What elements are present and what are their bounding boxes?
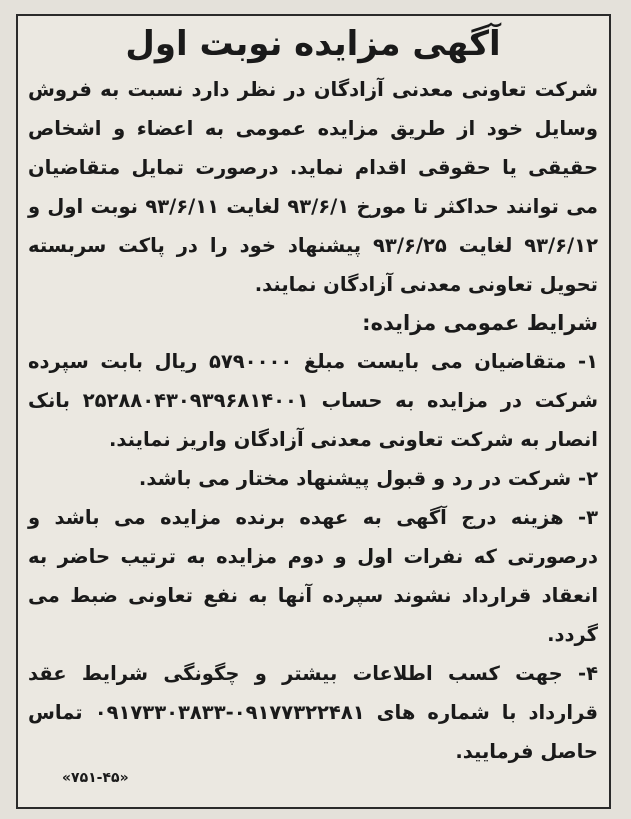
conditions-heading: شرایط عمومی مزایده:: [362, 311, 598, 335]
condition-2: ۲- شرکت در رد و قبول پیشنهاد مختار می باشد.: [138, 467, 598, 490]
condition-4: ۴- جهت کسب اطلاعات بیشتر و چگونگی شرایط عقد قرارداد با شماره های ۰۹۱۷۷۳۲۲۴۸۱-۰۹۱۷۳۳۰۳۸۳۳ تماس حاصل فرمایید.: [28, 662, 598, 763]
auction-notice: [28, 22, 598, 771]
notice-title: آگهی مزایده نوبت اول: [125, 24, 501, 64]
ad-reference-code: «۷۵۱-۴۵»: [62, 770, 129, 786]
condition-1: ۱- متقاضیان می بایست مبلغ ۵۷۹۰۰۰۰ ریال بابت سپرده شرکت در مزایده به حساب ۲۵۲۸۸۰۴۳۰۹۳۹۶۸۱۴۰۰۱ بانک انصار به شرکت تعاونی معدنی آزادگان واریز نمایند.: [28, 350, 598, 451]
notice-intro: شرکت تعاونی معدنی آزادگان در نظر دارد نسبت به فروش وسایل خود از طریق مزایده عمومی به اعضاء و اشخاص حقیقی یا حقوقی اقدام نماید. درصورت تمایل متقاضیان می توانند حداکثر تا مورخ ۹۳/۶/۱ لغایت ۹۳/۶/۱۱ نوبت اول و ۹۳/۶/۱۲ لغایت ۹۳/۶/۲۵ پیشنهاد خود را در پاکت سربسته تحویل تعاونی معدنی آزادگان نمایند.: [28, 78, 598, 296]
condition-3: ۳- هزینه درج آگهی به عهده برنده مزایده می باشد و درصورتی که نفرات اول و دوم مزایده به ترتیب حاضر به انعقاد قرارداد نشوند سپرده آنها به نفع تعاونی ضبط می گردد.: [28, 506, 598, 646]
